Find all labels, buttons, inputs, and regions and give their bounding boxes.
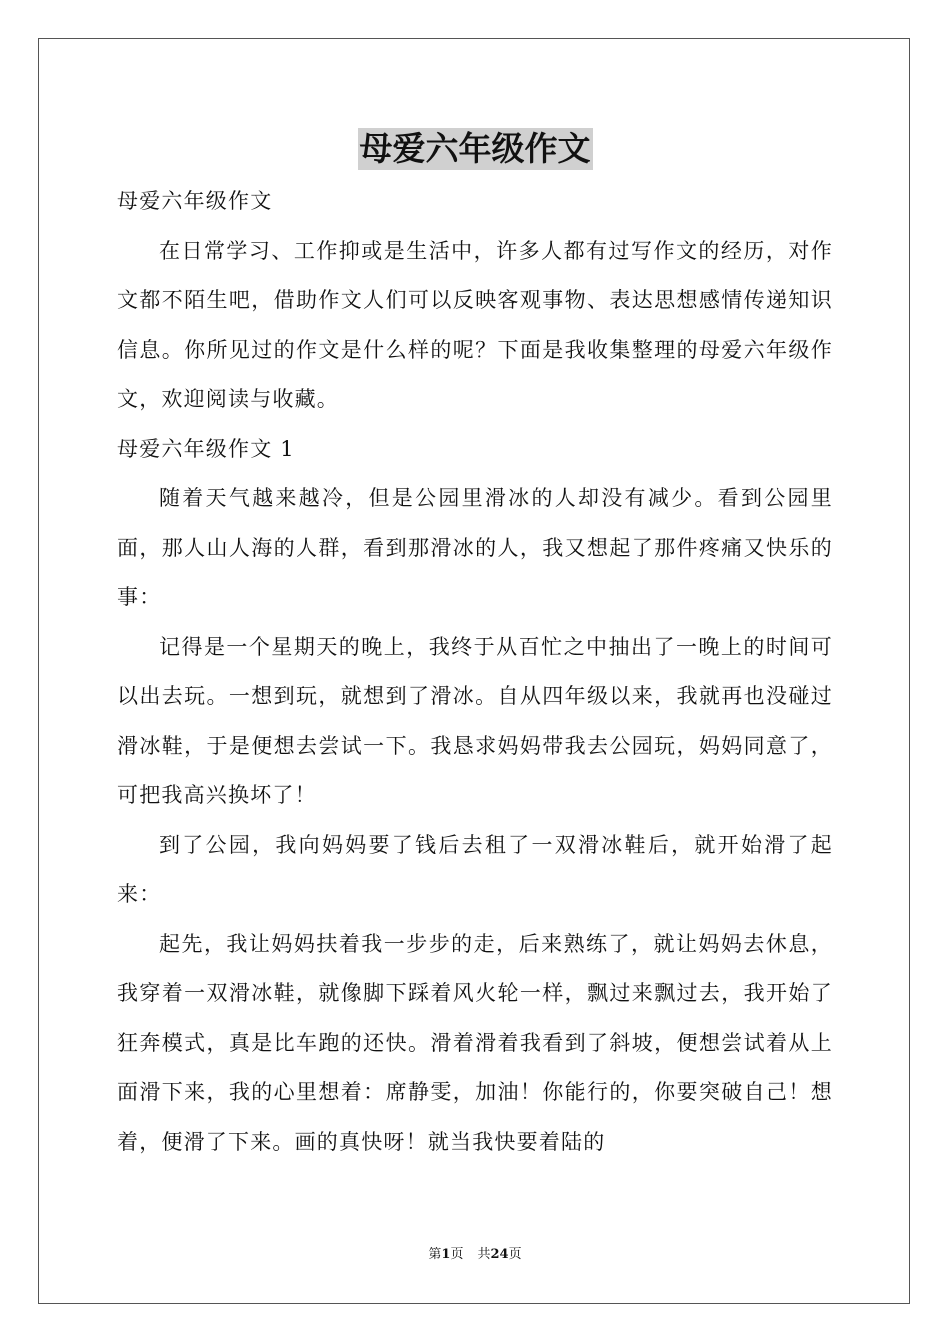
title-container bbox=[0, 128, 950, 170]
paragraph: 母爱六年级作文 bbox=[117, 189, 273, 213]
paragraph: 起先，我让妈妈扶着我一步步的走，后来熟练了，就让妈妈去休息，我穿着一双滑冰鞋，就像脚下踩着风火轮一样，飘过来飘过去，我开始了狂奔模式，真是比车跑的还快。滑着滑着我看到了斜坡，便想尝试着从上面滑下来，我的心里想着：席静雯，加油！你能行的，你要突破自己！想着，便滑了下来。画的真快呀！就当我快要着陆的 bbox=[117, 931, 833, 1154]
page-footer bbox=[0, 1246, 950, 1264]
section-heading: 母爱六年级作文 1 bbox=[117, 436, 295, 461]
total-prefix: 共 bbox=[477, 1247, 491, 1262]
document-body bbox=[117, 177, 833, 1167]
total-suffix: 页 bbox=[508, 1247, 522, 1262]
paragraph: 到了公园，我向妈妈要了钱后去租了一双滑冰鞋后，就开始滑了起来： bbox=[117, 832, 833, 906]
page-suffix: 页 bbox=[450, 1247, 464, 1262]
document-title: 母爱六年级作文 bbox=[359, 129, 591, 168]
page-prefix: 第 bbox=[428, 1247, 442, 1262]
current-page-number: 1 bbox=[441, 1247, 451, 1262]
total-pages-number: 24 bbox=[490, 1247, 509, 1262]
paragraph: 在日常学习、工作抑或是生活中，许多人都有过写作文的经历，对作文都不陌生吧，借助作文人们可以反映客观事物、表达思想感情传递知识信息。你所见过的作文是什么样的呢？下面是我收集整理的母爱六年级作文，欢迎阅读与收藏。 bbox=[117, 238, 833, 411]
paragraph: 随着天气越来越冷，但是公园里滑冰的人却没有减少。看到公园里面，那人山人海的人群，看到那滑冰的人，我又想起了那件疼痛又快乐的事： bbox=[117, 486, 833, 609]
paragraph: 记得是一个星期天的晚上，我终于从百忙之中抽出了一晚上的时间可以出去玩。一想到玩，就想到了滑冰。自从四年级以来，我就再也没碰过滑冰鞋，于是便想去尝试一下。我恳求妈妈带我去公园玩，妈妈同意了，可把我高兴换坏了！ bbox=[117, 634, 833, 807]
